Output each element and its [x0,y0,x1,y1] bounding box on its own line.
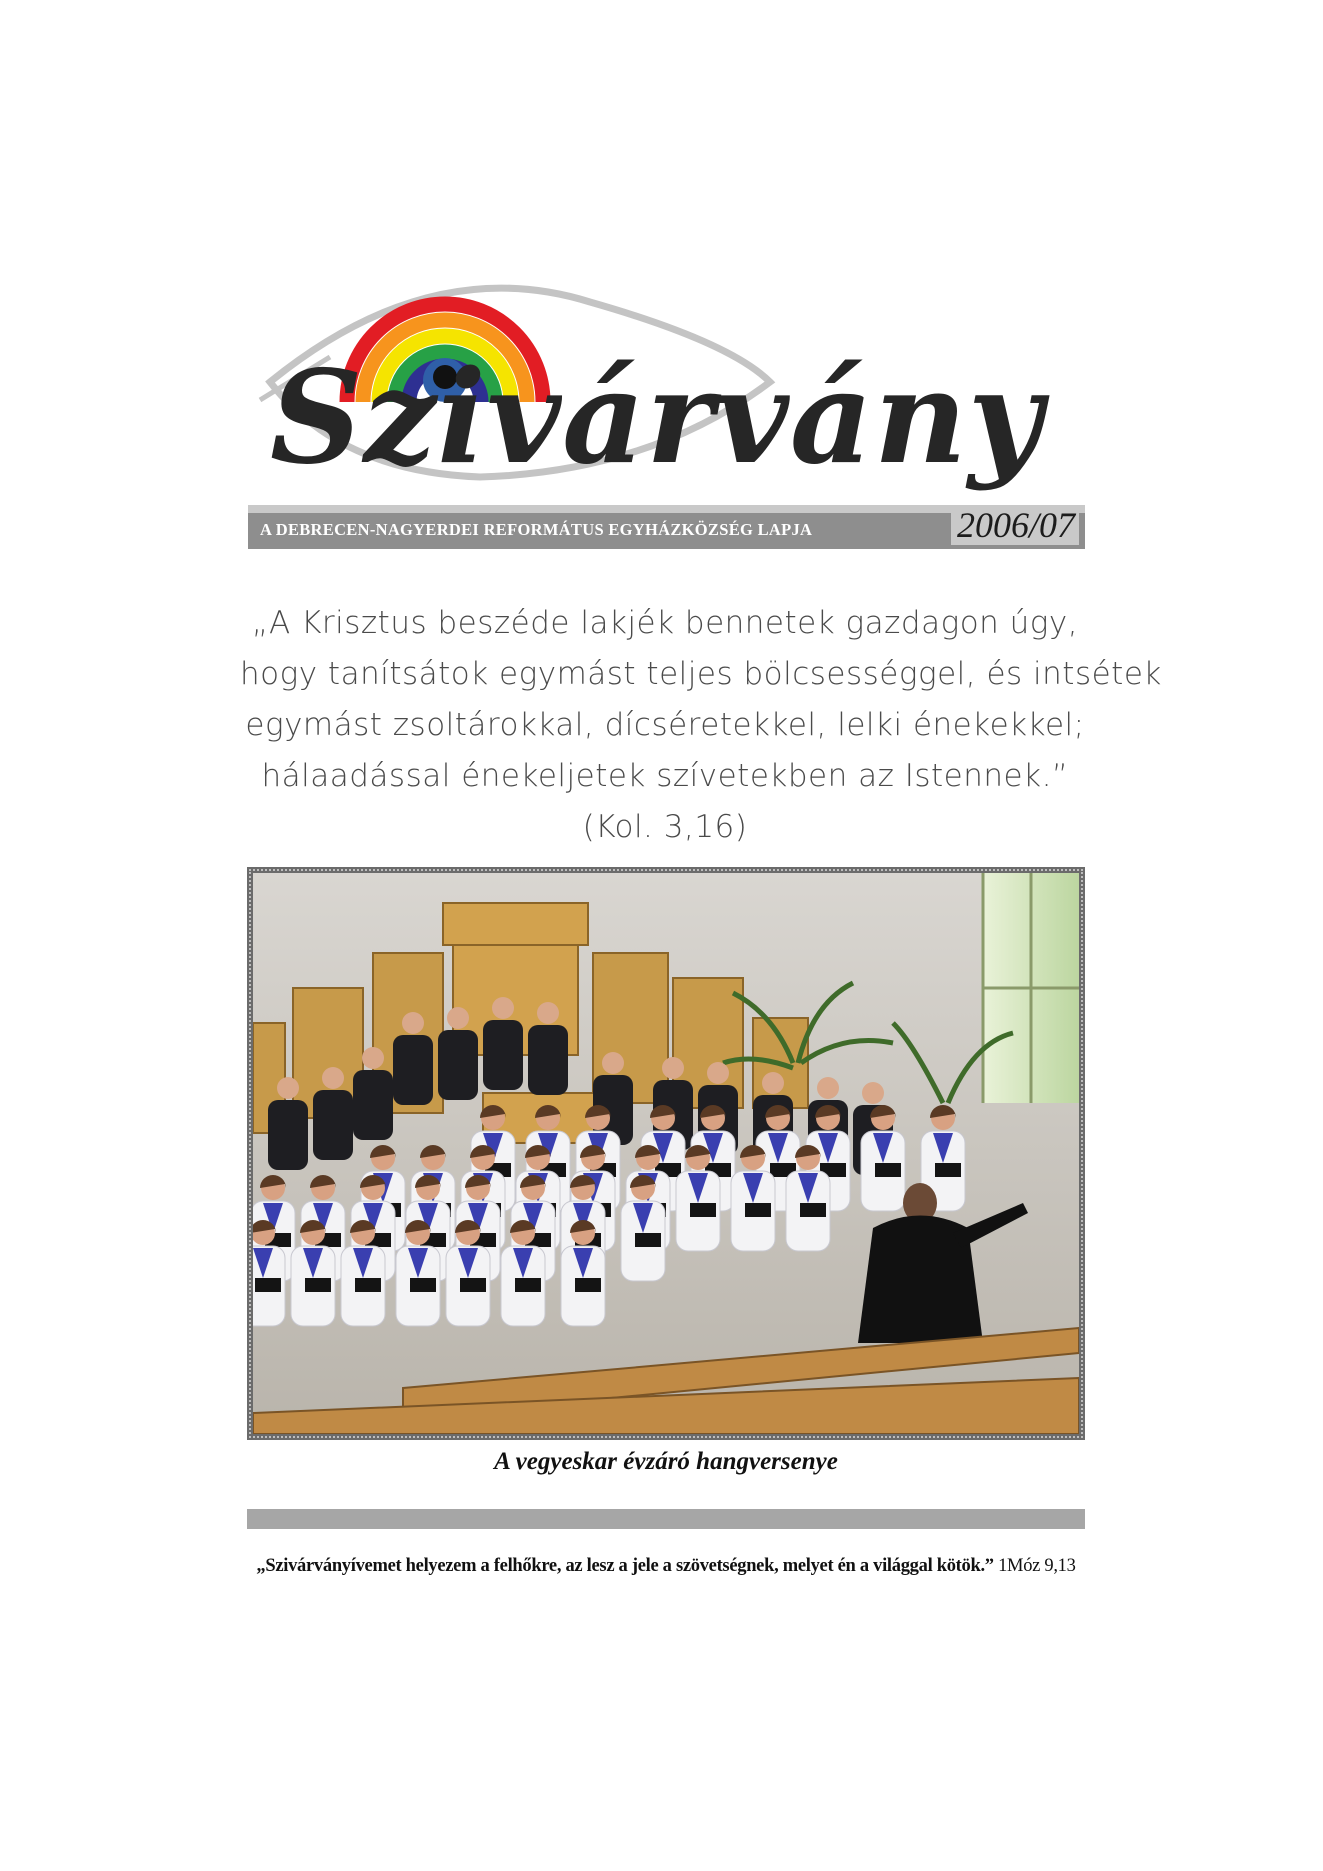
quote-line: „A Krisztus beszéde lakjék bennetek gazdagon úgy, [251,605,1079,641]
music-folder [355,1278,381,1292]
subtitle-bar [248,505,1085,549]
music-folder [745,1203,771,1217]
choir-photo [247,867,1085,1440]
footer-quote-text: „Szivárványívemet helyezem a felhőkre, az lesz a jele a szövetségnek, melyet én a világgal kötök.” [256,1556,994,1576]
singer-head [817,1077,839,1099]
music-folder [515,1278,541,1292]
publisher-subtitle: A DEBRECEN-NAGYERDEI REFORMÁTUS EGYHÁZKÖZSÉG LAPJA [260,520,813,539]
footer-divider [247,1509,1085,1529]
music-folder [305,1278,331,1292]
masthead-logo [250,262,1044,512]
singer-suit [483,1020,523,1090]
singer-head [277,1077,299,1099]
music-folder [460,1278,486,1292]
singer-head [402,1012,424,1034]
photo-caption: A vegyeskar évzáró hangversenye [494,1448,838,1475]
singer-head [492,997,514,1019]
music-folder [690,1203,716,1217]
choir-photo-illustration [253,873,1079,1434]
singer-suit [438,1030,478,1100]
singer-head [447,1007,469,1029]
singer-suit [528,1025,568,1095]
singer-head [862,1082,884,1104]
music-folder [935,1163,961,1177]
footer-quote [247,1556,1085,1577]
music-folder [410,1278,436,1292]
music-folder [255,1278,281,1292]
singer-suit [353,1070,393,1140]
singer-head [537,1002,559,1024]
music-folder [575,1278,601,1292]
music-folder [875,1163,901,1177]
quote-line: egymást zsoltárokkal, dícséretekkel, lelki énekekkel; [245,707,1085,743]
singer-head [362,1047,384,1069]
singer-suit [393,1035,433,1105]
issue-number: 2006/07 [951,507,1079,545]
singer-head [707,1062,729,1084]
singer-head [322,1067,344,1089]
bible-quote [240,598,1162,853]
singer-head [602,1052,624,1074]
music-folder [635,1233,661,1247]
quote-reference: (Kol. 3,16) [582,809,748,845]
quote-line: hálaadással énekeljetek szívetekben az Istennek.” [261,758,1069,794]
singer-head [662,1057,684,1079]
singer-suit [313,1090,353,1160]
magazine-title: Szivárvány [270,343,1044,493]
singer-head [762,1072,784,1094]
quote-line: hogy tanítsátok egymást teljes bölcsességgel, és intsétek [240,656,1162,692]
singer-suit [268,1100,308,1170]
footer-quote-reference: 1Móz 9,13 [998,1556,1076,1576]
music-folder [800,1203,826,1217]
